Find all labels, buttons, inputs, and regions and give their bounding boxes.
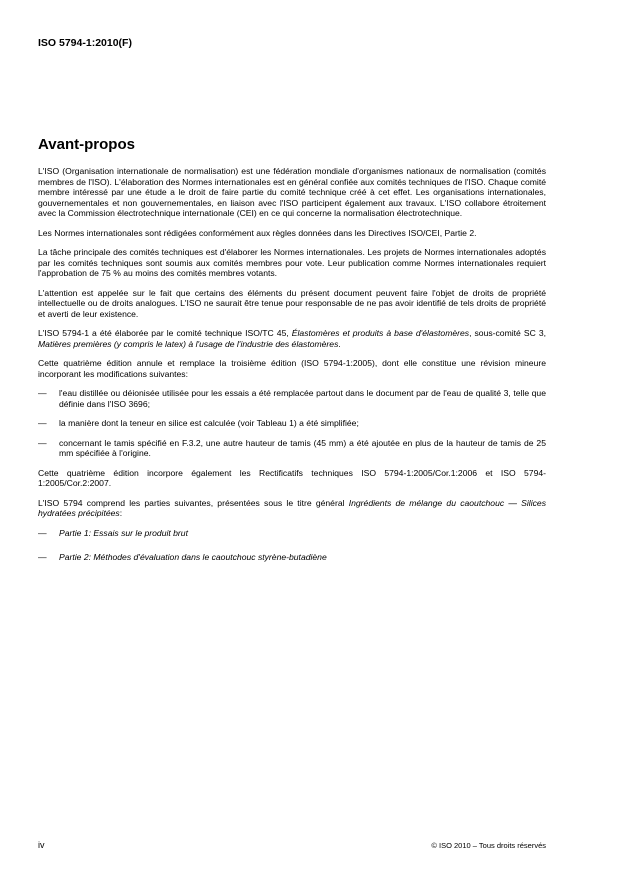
paragraph-parts-intro <box>38 498 546 519</box>
prepared-by-end: . <box>338 338 341 349</box>
change-item-text: l'eau distillée ou déionisée utilisée pour les essais a été remplacée partout dans le document par de l'eau de qualité 3, telle que définie dans l'ISO 3696; <box>59 388 546 409</box>
dash-bullet: — <box>38 552 47 562</box>
paragraph-technical-committees: La tâche principale des comités techniques est d'élaborer les Normes internationales. Les projets de Normes internationales adoptés par les comités techniques sont soumis aux comités membres pour vote. Leur publication comme Normes internationales requiert l'approbation de 75 % au moins des comités membres votants. <box>38 247 546 278</box>
general-title: Ingrédients de mélange du caoutchouc — Silices hydratées précipitées <box>38 497 546 518</box>
list-item <box>38 388 546 409</box>
paragraph-directives: Les Normes internationales sont rédigées conformément aux règles données dans les Directives ISO/CEI, Partie 2. <box>38 227 477 238</box>
part-item-text: Partie 1: Essais sur le produit brut <box>59 527 188 538</box>
dash-bullet: — <box>38 418 47 428</box>
page-number: iv <box>38 840 45 850</box>
document-id-header: ISO 5794-1:2010(F) <box>38 37 132 49</box>
dash-bullet: — <box>38 437 47 448</box>
prepared-by-text: L'ISO 5794-1 a été élaborée par le comité technique ISO/TC 45, <box>38 328 292 338</box>
list-item <box>38 418 546 429</box>
copyright-notice: © ISO 2010 – Tous droits réservés <box>431 841 546 850</box>
paragraph-edition: Cette quatrième édition annule et remplace la troisième édition (ISO 5794-1:2005), dont elle constitue une révision mineure incorporant les modifications suivantes: <box>38 358 546 379</box>
change-item-text: concernant le tamis spécifié en F.3.2, une autre hauteur de tamis (45 mm) a été ajoutée en plus de la hauteur de tamis de 25 mm spécifiée à l'origine. <box>59 437 546 458</box>
parts-intro-end: : <box>119 508 123 518</box>
dash-bullet: — <box>38 527 47 538</box>
paragraph-corrigenda: Cette quatrième édition incorpore également les Rectificatifs techniques ISO 5794-1:2005/Cor.1:2006 et ISO 5794-1:2005/Cor.2:2007. <box>38 467 546 488</box>
paragraph-patent-rights: L'attention est appelée sur le fait que certains des éléments du présent document peuvent faire l'objet de droits de propriété intellectuelle ou de droits analogues. L'ISO ne saurait être tenue pour responsable de ne pas avoir identifié de tels droits de propriété et averti de leur existence. <box>38 287 546 319</box>
paragraph-prepared-by <box>38 328 546 349</box>
parts-intro-text: L'ISO 5794 comprend les parties suivantes, présentées sous le titre général <box>38 497 349 508</box>
paragraph-iso-organisation: L'ISO (Organisation internationale de normalisation) est une fédération mondiale d'organismes nationaux de normalisation (comités membres de l'ISO). L'élaboration des Normes internationales est en général confiée aux comités techniques de l'ISO. Chaque comité membre intéressé par une étude a le droit de faire partie du comité technique créé à cet effet. Les organisations internationales, gouvernementales et non gouvernementales, en liaison avec l'ISO participent également aux travaux. L'ISO collabore étroitement avec la Commission électrotechnique internationale (CEI) en ce qui concerne la normalisation électrotechnique. <box>38 166 546 218</box>
part-item-text: Partie 2: Méthodes d'évaluation dans le caoutchouc styrène-butadiène <box>59 552 327 562</box>
committee-title: Élastomères et produits à base d'élastomères <box>291 328 470 338</box>
prepared-by-text-2: , sous-comité SC 3, <box>469 328 546 338</box>
subcommittee-title: Matières premières (y compris le latex) à l'usage de l'industrie des élastomères <box>38 338 339 349</box>
page-title: Avant-propos <box>38 136 135 153</box>
list-item <box>38 528 546 539</box>
list-item <box>38 552 546 563</box>
foreword-body <box>38 166 546 572</box>
change-item-text: la manière dont la teneur en silice est calculée (voir Tableau 1) a été simplifiée; <box>59 418 359 428</box>
dash-bullet: — <box>38 388 47 398</box>
list-item <box>38 438 546 459</box>
